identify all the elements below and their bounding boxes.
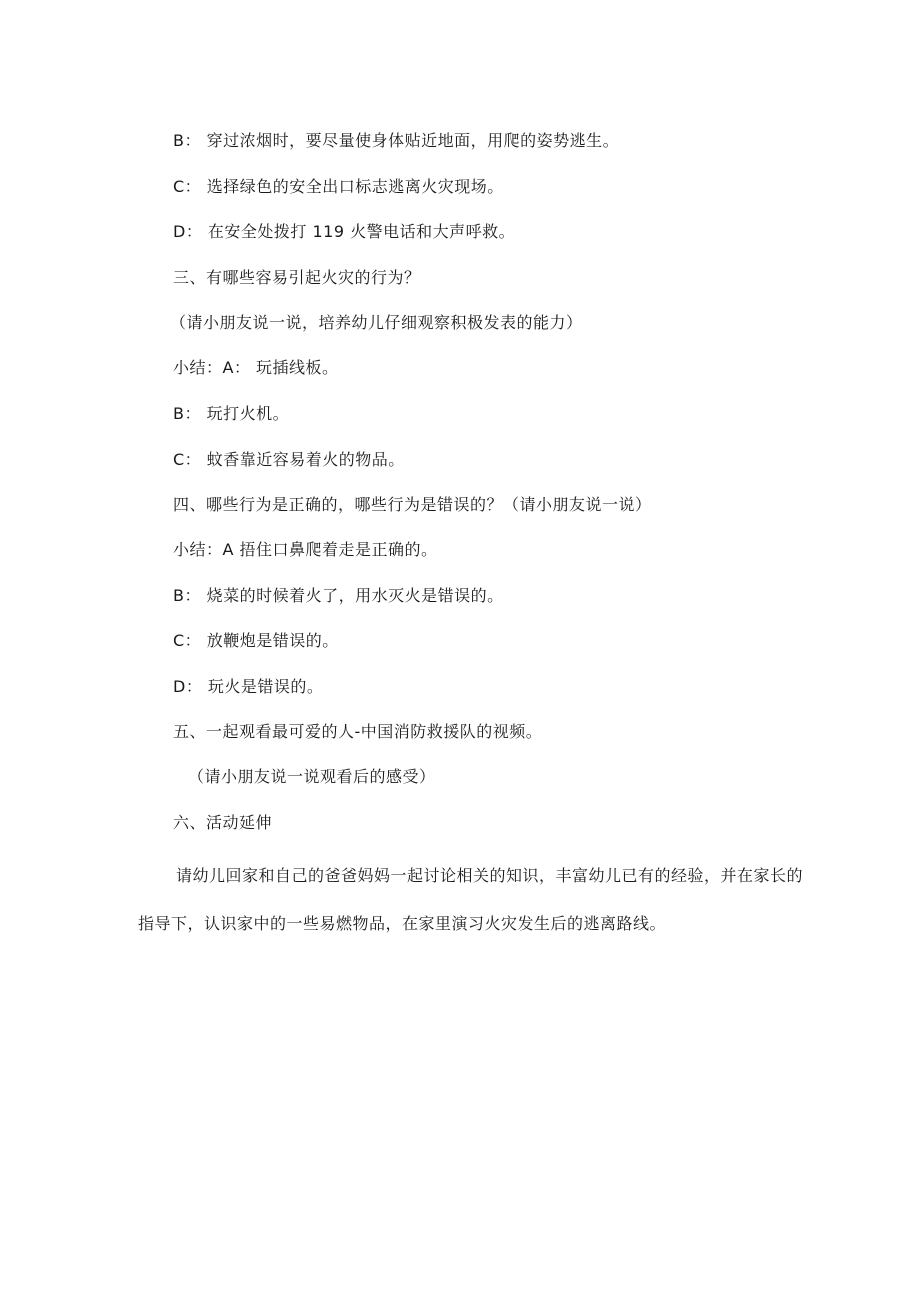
option-d-play-fire: D： 玩火是错误的。	[173, 677, 324, 696]
section-5-note: （请小朋友说一说观看后的感受）	[188, 767, 436, 786]
option-b-escape-crawl: B： 穿过浓烟时，要尽量使身体贴近地面，用爬的姿势逃生。	[173, 131, 620, 150]
option-c-green-exit: C： 选择绿色的安全出口标志逃离火灾现场。	[173, 177, 504, 196]
option-c-firecrackers: C： 放鞭炮是错误的。	[173, 631, 339, 650]
option-b-lighter: B： 玩打火机。	[173, 404, 290, 423]
section-3-heading: 三、有哪些容易引起火灾的行为？	[173, 268, 421, 287]
option-d-call-119: D： 在安全处拨打 119 火警电话和大声呼救。	[173, 222, 516, 241]
section-4-heading: 四、哪些行为是正确的，哪些行为是错误的？（请小朋友说一说）	[173, 495, 652, 514]
summary-a-cover-nose: 小结：A 捂住口鼻爬着走是正确的。	[173, 540, 438, 559]
section-3-note: （请小朋友说一说，培养幼儿仔细观察积极发表的能力）	[170, 313, 583, 332]
option-c-mosquito-coil: C： 蚊香靠近容易着火的物品。	[173, 450, 405, 469]
option-b-water-oil-fire: B： 烧菜的时候着火了，用水灭火是错误的。	[173, 586, 504, 605]
section-6-heading: 六、活动延伸	[173, 813, 273, 832]
section-5-heading: 五、一起观看最可爱的人-中国消防救援队的视频。	[173, 722, 543, 741]
summary-a-power-strip: 小结：A： 玩插线板。	[173, 358, 339, 377]
extension-paragraph: 请幼儿回家和自己的爸爸妈妈一起讨论相关的知识，丰富幼儿已有的经验，并在家长的指导下，认识家中的一些易燃物品，在家里演习火灾发生后的逃离路线。	[138, 866, 804, 933]
